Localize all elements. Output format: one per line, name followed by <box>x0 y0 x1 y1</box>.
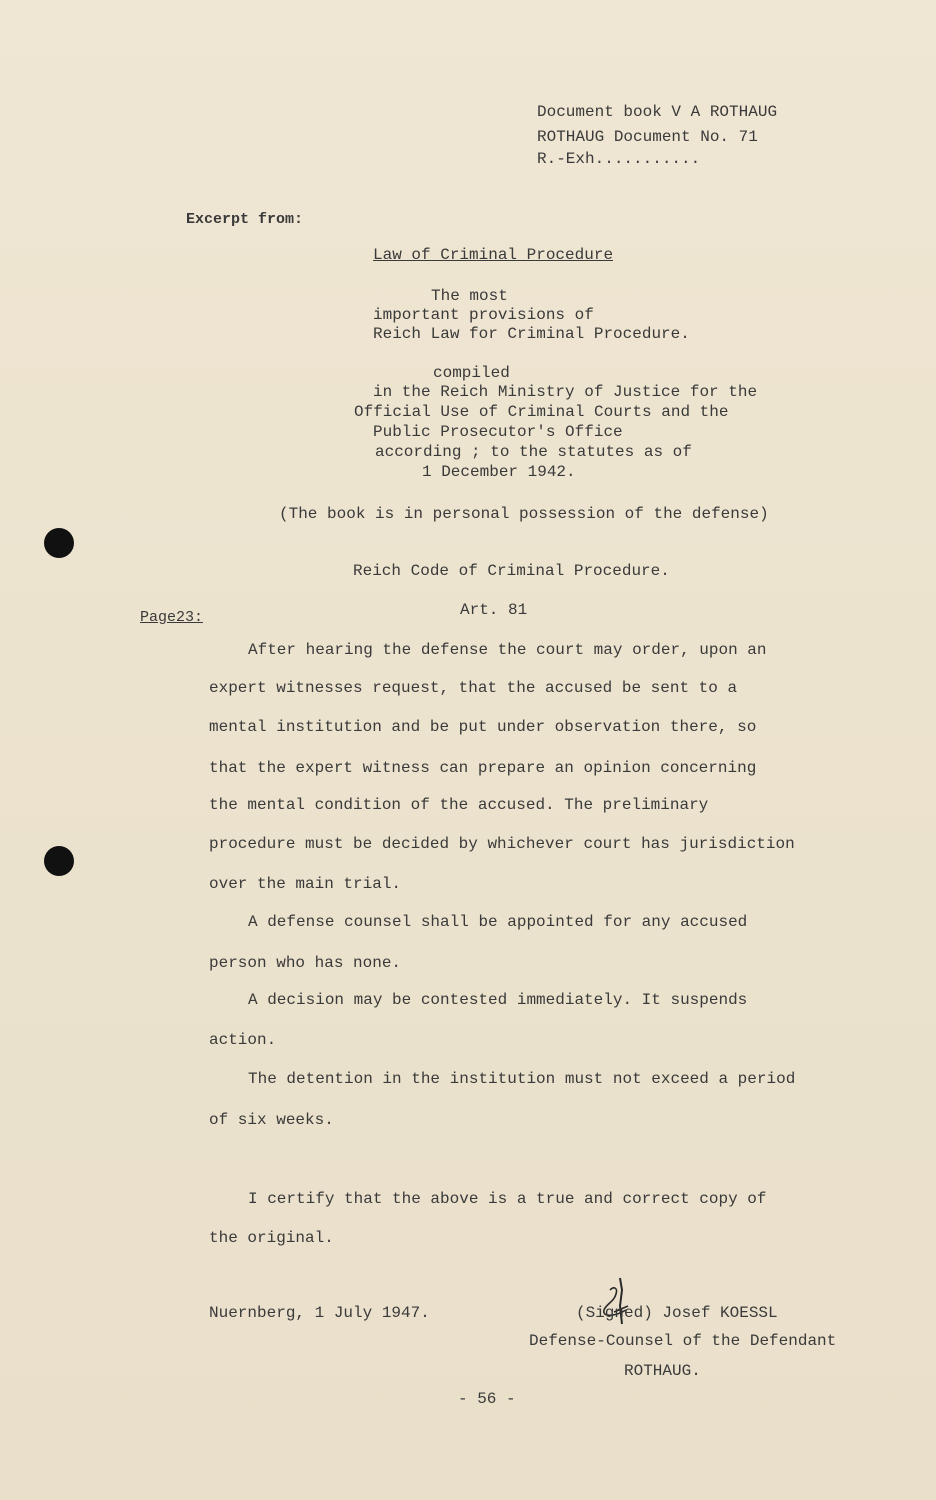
compiled-line-4: Public Prosecutor's Office <box>373 423 623 441</box>
possession-note: (The book is in personal possession of the defense) <box>279 505 769 523</box>
punch-hole-bottom <box>44 846 74 876</box>
doc-book-line: Document book V A ROTHAUG <box>537 103 778 121</box>
body-p1-line-2: expert witnesses request, that the accused be sent to a <box>209 679 738 697</box>
subtitle-line-2: important provisions of <box>373 306 594 324</box>
subtitle-line-3: Reich Law for Criminal Procedure. <box>373 325 690 343</box>
body-p1-line-1: After hearing the defense the court may order, upon an <box>248 641 767 659</box>
body-p2-line-2: person who has none. <box>209 954 402 972</box>
compiled-line-5: according ; to the statutes as of <box>375 443 692 461</box>
article-heading: Art. 81 <box>460 601 528 619</box>
body-p3-line-1: A decision may be contested immediately. It suspends <box>248 991 748 1009</box>
body-p1-line-3: mental institution and be put under observation there, so <box>209 718 757 736</box>
subtitle-line-1: The most <box>431 287 508 305</box>
signer-name: ROTHAUG. <box>624 1362 701 1380</box>
body-p3-line-2: action. <box>209 1031 277 1049</box>
signed-line: (Signed) Josef KOESSL <box>576 1304 778 1322</box>
compiled-line-3: Official Use of Criminal Courts and the <box>354 403 729 421</box>
certification-line-2: the original. <box>209 1229 334 1247</box>
body-p2-line-1: A defense counsel shall be appointed for any accused <box>248 913 748 931</box>
exhibit-line: R.-Exh........... <box>537 150 701 168</box>
doc-number-line: ROTHAUG Document No. 71 <box>537 128 758 146</box>
body-p1-line-7: over the main trial. <box>209 875 402 893</box>
body-p4-line-2: of six weeks. <box>209 1111 334 1129</box>
body-p1-line-4: that the expert witness can prepare an opinion concerning <box>209 759 757 777</box>
compiled-line-6: 1 December 1942. <box>422 463 576 481</box>
excerpt-label: Excerpt from: <box>186 211 304 228</box>
code-title: Reich Code of Criminal Procedure. <box>353 562 670 580</box>
place-date: Nuernberg, 1 July 1947. <box>209 1304 430 1322</box>
certification-line-1: I certify that the above is a true and correct copy of <box>248 1190 767 1208</box>
body-p1-line-5: the mental condition of the accused. The preliminary <box>209 796 709 814</box>
compiled-line-2: in the Reich Ministry of Justice for the <box>373 383 758 401</box>
page-number: - 56 - <box>458 1390 516 1408</box>
page-reference: Page23: <box>140 609 204 626</box>
law-title: Law of Criminal Procedure <box>373 246 614 264</box>
compiled-line-1: compiled <box>433 364 510 382</box>
signer-role: Defense-Counsel of the Defendant <box>529 1332 837 1350</box>
body-p4-line-1: The detention in the institution must not exceed a period <box>248 1070 796 1088</box>
punch-hole-top <box>44 528 74 558</box>
body-p1-line-6: procedure must be decided by whichever court has jurisdiction <box>209 835 795 853</box>
